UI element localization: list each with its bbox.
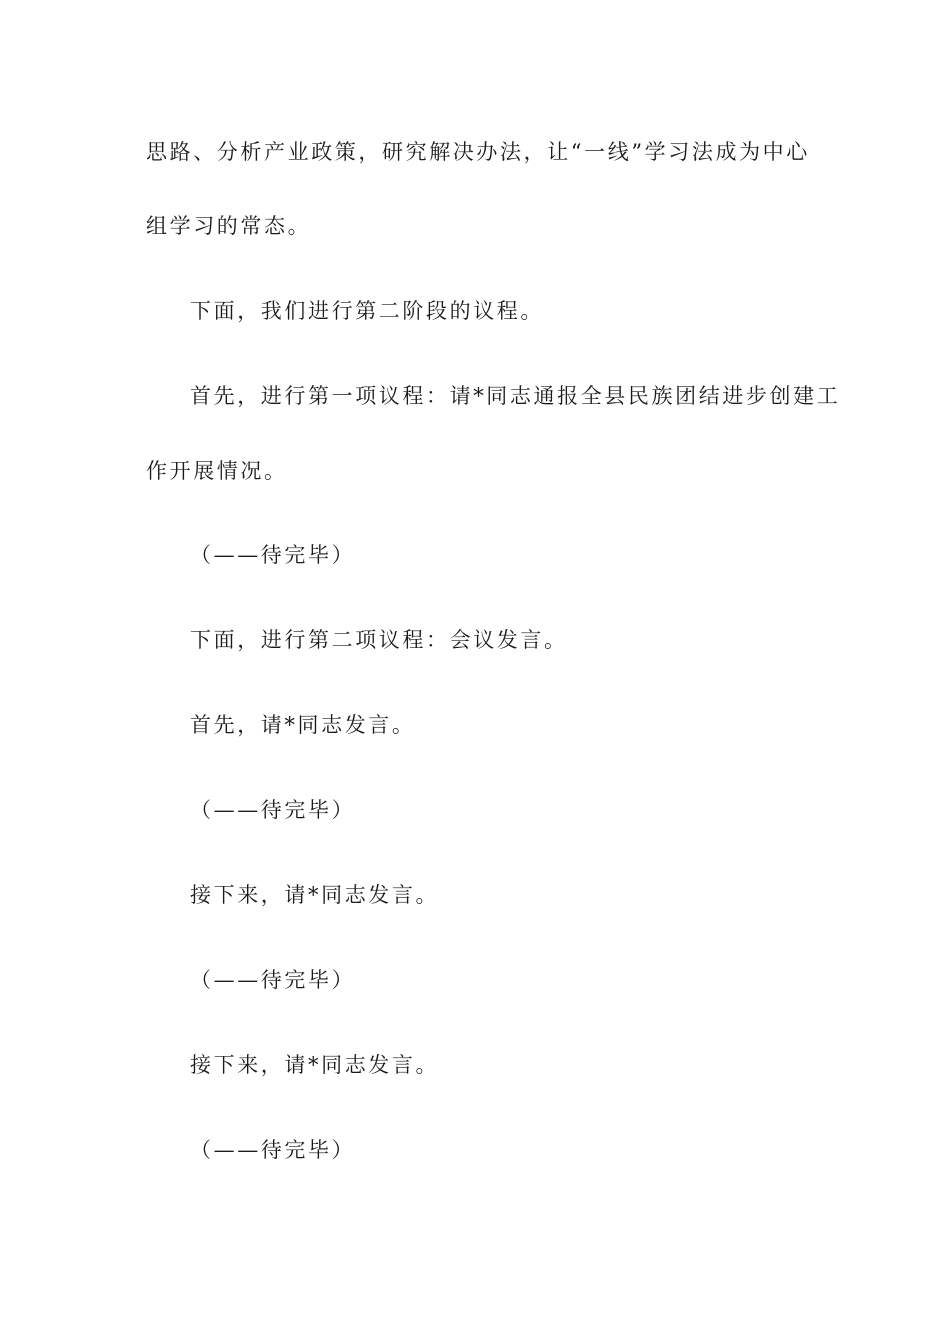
paragraph-line: 首先，请*同志发言。: [190, 713, 416, 737]
paragraph-line: （——待完毕）: [190, 968, 356, 992]
paragraph-line: 下面，进行第二项议程：会议发言。: [190, 628, 568, 652]
paragraph-line: 接下来，请*同志发言。: [190, 1053, 440, 1077]
paragraph-line: （——待完毕）: [190, 798, 356, 822]
paragraph-line: 思路、分析产业政策，研究解决办法，让“一线”学习法成为中心: [146, 140, 810, 164]
paragraph-line: 接下来，请*同志发言。: [190, 883, 440, 907]
paragraph-line: 作开展情况。: [146, 459, 288, 483]
paragraph-line: 组学习的常态。: [146, 214, 312, 238]
paragraph-line: 下面，我们进行第二阶段的议程。: [190, 299, 544, 323]
paragraph-line: 首先，进行第一项议程：请*同志通报全县民族团结进步创建工: [190, 384, 841, 408]
paragraph-line: （——待完毕）: [190, 543, 356, 567]
paragraph-line: （——待完毕）: [190, 1138, 356, 1162]
